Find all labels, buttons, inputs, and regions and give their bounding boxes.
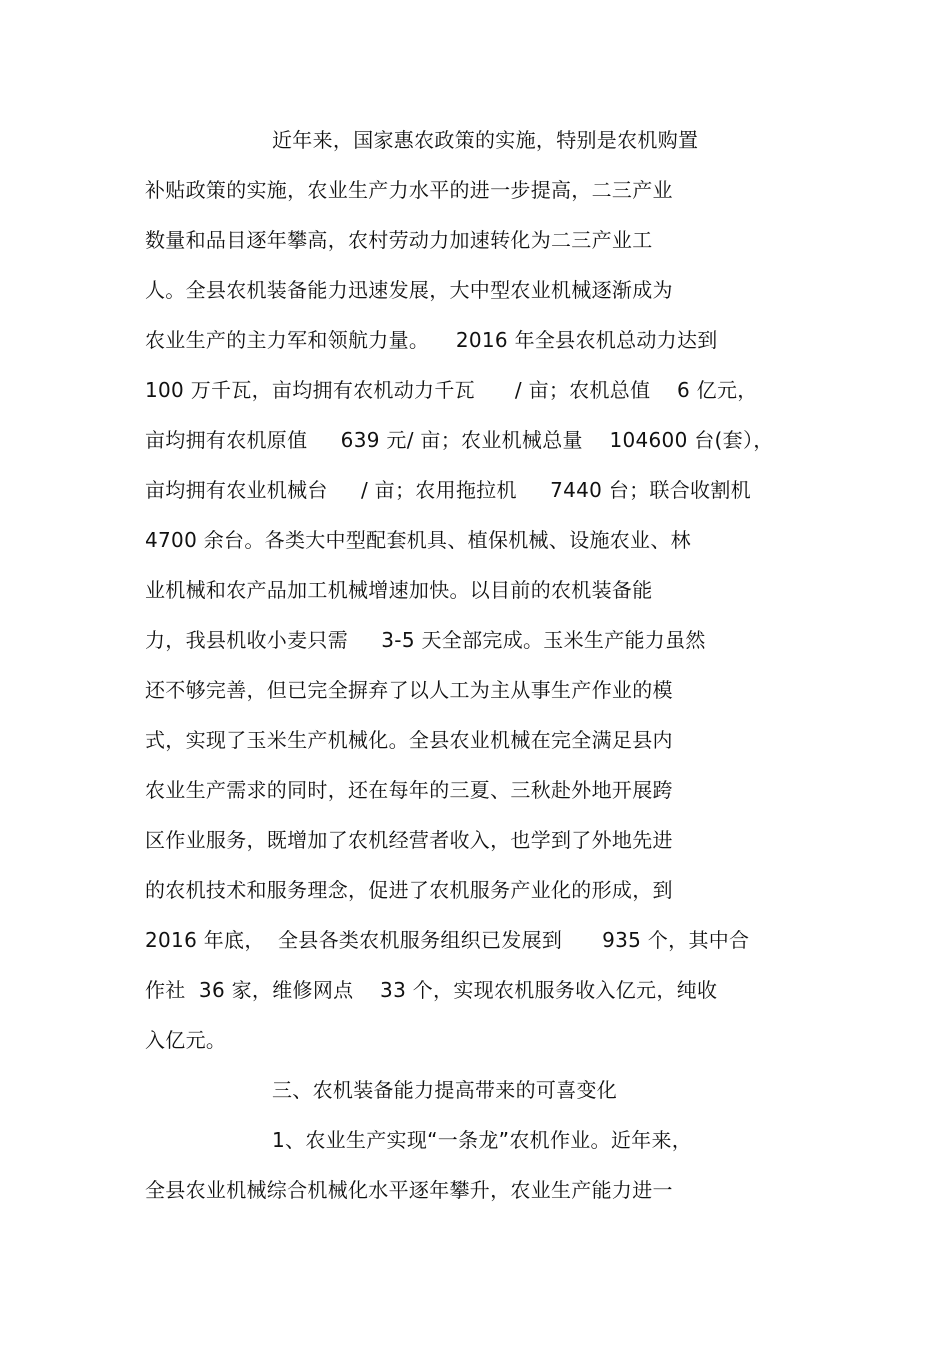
paragraph-line-5: 农业生产的主力军和领航力量。 2016 年全县农机总动力达到 [145,328,718,352]
paragraph-line-6: 100 万千瓦，亩均拥有农机动力千瓦 / 亩；农机总值 6 亿元， [145,378,758,402]
paragraph-line-13: 式，实现了玉米生产机械化。全县农业机械在完全满足县内 [145,728,673,752]
paragraph-line-1: 近年来，国家惠农政策的实施，特别是农机购置 [272,128,699,152]
paragraph-line-2: 补贴政策的实施，农业生产力水平的进一步提高，二三产业 [145,178,673,202]
section-heading: 三、农机装备能力提高带来的可喜变化 [272,1078,618,1102]
paragraph-line-12: 还不够完善，但已完全摒弃了以人工为主从事生产作业的模 [145,678,673,702]
paragraph-line-7: 亩均拥有农机原值 639 元/ 亩；农业机械总量 104600 台(套）， [145,428,774,452]
paragraph-line-3: 数量和品目逐年攀高，农村劳动力加速转化为二三产业工 [145,228,653,252]
paragraph-line-16: 的农机技术和服务理念，促进了农机服务产业化的形成，到 [145,878,673,902]
paragraph-line-8: 亩均拥有农业机械台 / 亩；农用拖拉机 7440 台；联合收割机 [145,478,751,502]
paragraph-line-19: 入亿元。 [145,1028,227,1052]
paragraph-line-14: 农业生产需求的同时，还在每年的三夏、三秋赴外地开展跨 [145,778,673,802]
subsection-line-2: 全县农业机械综合机械化水平逐年攀升，农业生产能力进一 [145,1178,673,1202]
paragraph-line-11: 力，我县机收小麦只需 3-5 天全部完成。玉米生产能力虽然 [145,628,706,652]
paragraph-line-18: 作社 36 家，维修网点 33 个，实现农机服务收入亿元，纯收 [145,978,718,1002]
paragraph-line-15: 区作业服务，既增加了农机经营者收入，也学到了外地先进 [145,828,673,852]
paragraph-line-17: 2016 年底， 全县各类农机服务组织已发展到 935 个，其中合 [145,928,750,952]
paragraph-line-9: 4700 余台。各类大中型配套机具、植保机械、设施农业、林 [145,528,691,552]
paragraph-line-4: 人。全县农机装备能力迅速发展，大中型农业机械逐渐成为 [145,278,673,302]
paragraph-line-10: 业机械和农产品加工机械增速加快。以目前的农机装备能 [145,578,653,602]
subsection-line-1: 1、农业生产实现“一条龙”农机作业。近年来， [272,1128,693,1152]
